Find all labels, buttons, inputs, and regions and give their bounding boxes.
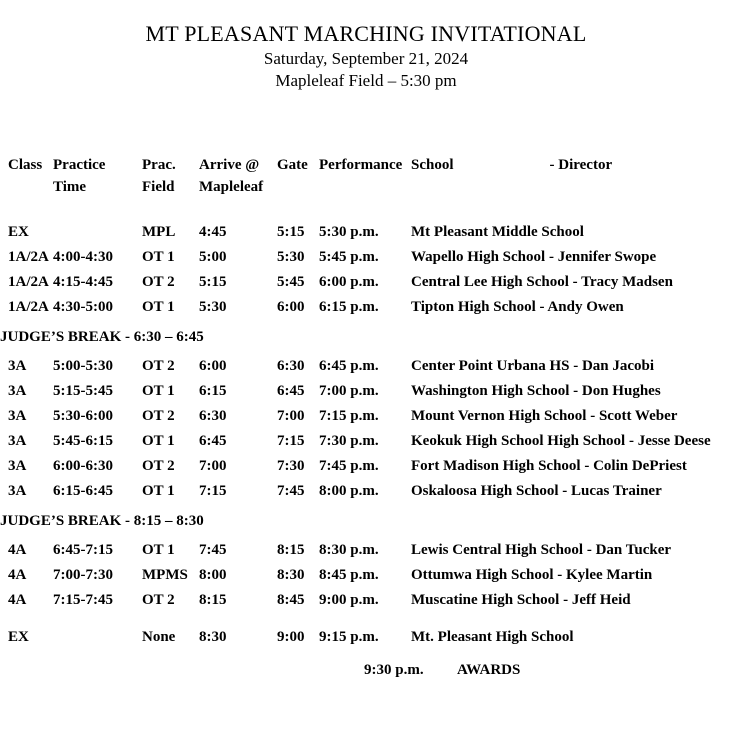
cell-prac-field: OT 1: [142, 433, 175, 449]
table-row: [0, 404, 732, 429]
header-spacer: [0, 198, 732, 220]
judges-break-row: [0, 320, 732, 354]
cell-gate: 7:15: [277, 433, 305, 449]
cell-performance: 6:45 p.m.: [319, 358, 379, 374]
judges-break-label: JUDGE’S BREAK - 6:30 – 6:45: [0, 329, 204, 345]
cell-practice-time: [53, 220, 142, 245]
table-row: [0, 354, 732, 379]
cell-performance: 9:15 p.m.: [319, 629, 379, 645]
cell-school: Mt. Pleasant High School: [411, 629, 574, 645]
cell-gate: 7:45: [277, 483, 305, 499]
page-title: MT PLEASANT MARCHING INVITATIONAL: [145, 21, 587, 46]
cell-arrive: 8:30: [199, 629, 227, 645]
cell-practice-time: 6:00-6:30: [53, 458, 113, 474]
cell-gate: 7:30: [277, 458, 305, 474]
column-header-practice-time: Practice: [53, 157, 106, 173]
table-row: [0, 270, 732, 295]
event-date: Saturday, September 21, 2024: [263, 49, 469, 68]
document-header: [0, 0, 732, 92]
column-header-class-line2: [0, 176, 53, 198]
column-header-school-line2: [411, 176, 732, 198]
cell-prac-field: OT 2: [142, 274, 175, 290]
column-header-arrive: Arrive @: [199, 157, 260, 173]
cell-gate: 6:45: [277, 383, 305, 399]
column-header-school-director: [411, 154, 732, 176]
cell-arrive: 7:00: [199, 458, 227, 474]
cell-prac-field: MPMS: [142, 567, 188, 583]
cell-school: Tipton High School - Andy Owen: [411, 299, 624, 315]
cell-school: Center Point Urbana HS - Dan Jacobi: [411, 358, 655, 374]
cell-class: 3A: [8, 483, 27, 499]
cell-practice-time: 5:30-6:00: [53, 408, 113, 424]
cell-practice-time: 4:30-5:00: [53, 299, 113, 315]
cell-arrive: 5:00: [199, 249, 227, 265]
cell-performance: 8:00 p.m.: [319, 483, 379, 499]
header-row-line1: [0, 154, 732, 176]
cell-prac-field: OT 1: [142, 483, 175, 499]
column-header-gate-line2: [277, 176, 319, 198]
cell-prac-field: OT 1: [142, 299, 175, 315]
cell-school: Mt Pleasant Middle School: [411, 224, 584, 240]
cell-practice-time: 4:00-4:30: [53, 249, 113, 265]
cell-class: 4A: [8, 542, 27, 558]
column-header-school: School: [411, 157, 454, 173]
cell-prac-field: OT 2: [142, 408, 175, 424]
cell-gate: 5:30: [277, 249, 305, 265]
cell-arrive: 5:15: [199, 274, 227, 290]
cell-class: 3A: [8, 358, 27, 374]
cell-performance: 8:30 p.m.: [319, 542, 379, 558]
cell-class: 4A: [8, 592, 27, 608]
cell-arrive: 6:00: [199, 358, 227, 374]
table-foot: [0, 650, 732, 690]
cell-performance: 6:00 p.m.: [319, 274, 379, 290]
cell-arrive: 6:45: [199, 433, 227, 449]
column-header-prac-field-line2: Field: [142, 179, 175, 195]
cell-gate: 8:15: [277, 542, 305, 558]
cell-performance: 7:45 p.m.: [319, 458, 379, 474]
cell-performance: 5:30 p.m.: [319, 224, 379, 240]
column-header-performance: Performance: [319, 157, 403, 173]
cell-class: 3A: [8, 458, 27, 474]
awards-row: [0, 650, 732, 690]
cell-gate: 8:30: [277, 567, 305, 583]
cell-arrive: 8:15: [199, 592, 227, 608]
cell-practice-time: [53, 625, 142, 650]
cell-performance: 7:15 p.m.: [319, 408, 379, 424]
cell-arrive: 6:30: [199, 408, 227, 424]
cell-school: Ottumwa High School - Kylee Martin: [411, 567, 653, 583]
cell-arrive: 4:45: [199, 224, 227, 240]
cell-practice-time: 6:15-6:45: [53, 483, 113, 499]
table-body: [0, 220, 732, 650]
cell-school: Oskaloosa High School - Lucas Trainer: [411, 483, 662, 499]
column-header-practice-time-line2: Time: [53, 179, 87, 195]
cell-performance: 7:00 p.m.: [319, 383, 379, 399]
awards-time: 9:30 p.m.: [364, 662, 424, 678]
cell-gate: 9:00: [277, 629, 305, 645]
cell-practice-time: 7:15-7:45: [53, 592, 113, 608]
cell-class: 3A: [8, 408, 27, 424]
cell-school: Lewis Central High School - Dan Tucker: [411, 542, 672, 558]
cell-class: EX: [8, 629, 29, 645]
cell-practice-time: 5:00-5:30: [53, 358, 113, 374]
cell-performance: 6:15 p.m.: [319, 299, 379, 315]
cell-prac-field: OT 2: [142, 358, 175, 374]
cell-performance: 9:00 p.m.: [319, 592, 379, 608]
cell-prac-field: OT 1: [142, 249, 175, 265]
cell-gate: 6:00: [277, 299, 305, 315]
cell-school: Mount Vernon High School - Scott Weber: [411, 408, 678, 424]
cell-gate: 7:00: [277, 408, 305, 424]
cell-practice-time: 7:00-7:30: [53, 567, 113, 583]
cell-arrive: 7:15: [199, 483, 227, 499]
cell-prac-field: OT 1: [142, 383, 175, 399]
cell-performance: 7:30 p.m.: [319, 433, 379, 449]
schedule-table: [0, 154, 732, 690]
judges-break-row: [0, 504, 732, 538]
cell-class: 1A/2A: [8, 274, 49, 290]
cell-class: 3A: [8, 383, 27, 399]
header-row-line2: [0, 176, 732, 198]
header-spacer-cell: [0, 198, 732, 220]
cell-school: Washington High School - Don Hughes: [411, 383, 661, 399]
cell-class: 4A: [8, 567, 27, 583]
cell-practice-time: 5:15-5:45: [53, 383, 113, 399]
table-row: [0, 245, 732, 270]
column-header-director: - Director: [549, 157, 613, 173]
cell-gate: 6:30: [277, 358, 305, 374]
cell-gate: 8:45: [277, 592, 305, 608]
cell-school: Fort Madison High School - Colin DePriest: [411, 458, 687, 474]
table-row: [0, 295, 732, 320]
cell-arrive: 7:45: [199, 542, 227, 558]
column-header-arrive-line2: Mapleleaf: [199, 179, 264, 195]
event-venue: Mapleleaf Field – 5:30 pm: [275, 71, 457, 90]
cell-prac-field: OT 2: [142, 592, 175, 608]
cell-practice-time: 4:15-4:45: [53, 274, 113, 290]
column-header-class: Class: [8, 157, 43, 173]
cell-arrive: 8:00: [199, 567, 227, 583]
column-header-performance-line2: [319, 176, 411, 198]
table-row: [0, 429, 732, 454]
cell-gate: 5:45: [277, 274, 305, 290]
cell-prac-field: OT 1: [142, 542, 175, 558]
judges-break-label: JUDGE’S BREAK - 8:15 – 8:30: [0, 513, 204, 529]
row-spacer-cell: [0, 613, 732, 625]
row-spacer: [0, 613, 732, 625]
awards-label: AWARDS: [457, 662, 521, 678]
cell-school: Keokuk High School High School - Jesse Deese: [411, 433, 711, 449]
table-row: [0, 538, 732, 563]
cell-gate: 5:15: [277, 224, 305, 240]
table-row: [0, 625, 732, 650]
column-header-prac-field: Prac.: [142, 157, 176, 173]
cell-class: 1A/2A: [8, 249, 49, 265]
cell-class: 3A: [8, 433, 27, 449]
cell-prac-field: None: [142, 629, 176, 645]
cell-school: Central Lee High School - Tracy Madsen: [411, 274, 673, 290]
cell-performance: 8:45 p.m.: [319, 567, 379, 583]
cell-performance: 5:45 p.m.: [319, 249, 379, 265]
table-row: [0, 563, 732, 588]
cell-class: EX: [8, 224, 29, 240]
cell-arrive: 6:15: [199, 383, 227, 399]
table-row: [0, 379, 732, 404]
table-row: [0, 454, 732, 479]
cell-prac-field: MPL: [142, 224, 176, 240]
table-row: [0, 220, 732, 245]
cell-school: Muscatine High School - Jeff Heid: [411, 592, 631, 608]
cell-prac-field: OT 2: [142, 458, 175, 474]
table-head: [0, 154, 732, 220]
cell-arrive: 5:30: [199, 299, 227, 315]
cell-practice-time: 5:45-6:15: [53, 433, 113, 449]
column-header-gate: Gate: [277, 157, 308, 173]
table-row: [0, 588, 732, 613]
cell-school: Wapello High School - Jennifer Swope: [411, 249, 657, 265]
cell-class: 1A/2A: [8, 299, 49, 315]
table-row: [0, 479, 732, 504]
cell-practice-time: 6:45-7:15: [53, 542, 113, 558]
